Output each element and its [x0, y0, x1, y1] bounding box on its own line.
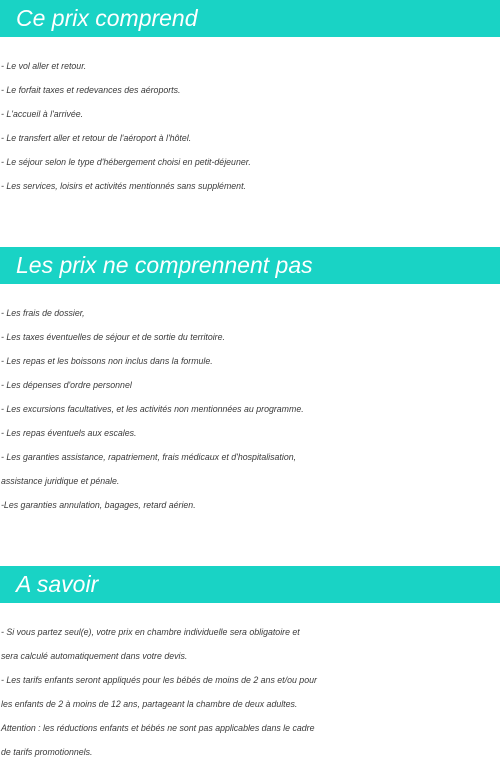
- list-item: - Les repas et les boissons non inclus dans la formule.: [1, 356, 213, 366]
- section-title: Ce prix comprend: [16, 5, 198, 31]
- list-item: - Si vous partez seul(e), votre prix en chambre individuelle sera obligatoire et: [1, 627, 300, 637]
- list-item: - L'accueil à l'arrivée.: [1, 109, 84, 119]
- list-item: sera calculé automatiquement dans votre devis.: [1, 651, 188, 661]
- list-item: - Les frais de dossier,: [1, 308, 85, 318]
- list-item: les enfants de 2 à moins de 12 ans, partageant la chambre de deux adultes.: [1, 699, 298, 709]
- section-title: A savoir: [16, 571, 99, 597]
- list-item: -Les garanties annulation, bagages, retard aérien.: [1, 500, 196, 510]
- list-item: - Les tarifs enfants seront appliqués pour les bébés de moins de 2 ans et/ou pour: [1, 675, 317, 685]
- list-item: - Les excursions facultatives, et les activités non mentionnées au programme.: [1, 404, 304, 414]
- list-item: - Les garanties assistance, rapatriement, frais médicaux et d'hospitalisation,: [1, 452, 297, 462]
- list-item: - Les dépenses d'ordre personnel: [1, 380, 132, 390]
- list-item: - Le transfert aller et retour de l'aéroport à l'hôtel.: [1, 133, 192, 143]
- list-item: de tarifs promotionnels.: [1, 747, 93, 757]
- list-item: - Les taxes éventuelles de séjour et de sortie du territoire.: [1, 332, 225, 342]
- section-header-includes: [0, 0, 500, 37]
- section-header-good-to-know: [0, 566, 500, 603]
- list-item: - Le vol aller et retour.: [1, 61, 87, 71]
- list-item: - Les services, loisirs et activités mentionnés sans supplément.: [1, 181, 246, 191]
- list-item: assistance juridique et pénale.: [1, 476, 120, 486]
- section-header-excludes: [0, 247, 500, 284]
- list-item: - Le séjour selon le type d'hébergement choisi en petit-déjeuner.: [1, 157, 251, 167]
- list-item: - Le forfait taxes et redevances des aéroports.: [1, 85, 181, 95]
- list-item: Attention : les réductions enfants et bébés ne sont pas applicables dans le cadre: [1, 723, 315, 733]
- list-item: - Les repas éventuels aux escales.: [1, 428, 137, 438]
- section-title: Les prix ne comprennent pas: [16, 252, 313, 278]
